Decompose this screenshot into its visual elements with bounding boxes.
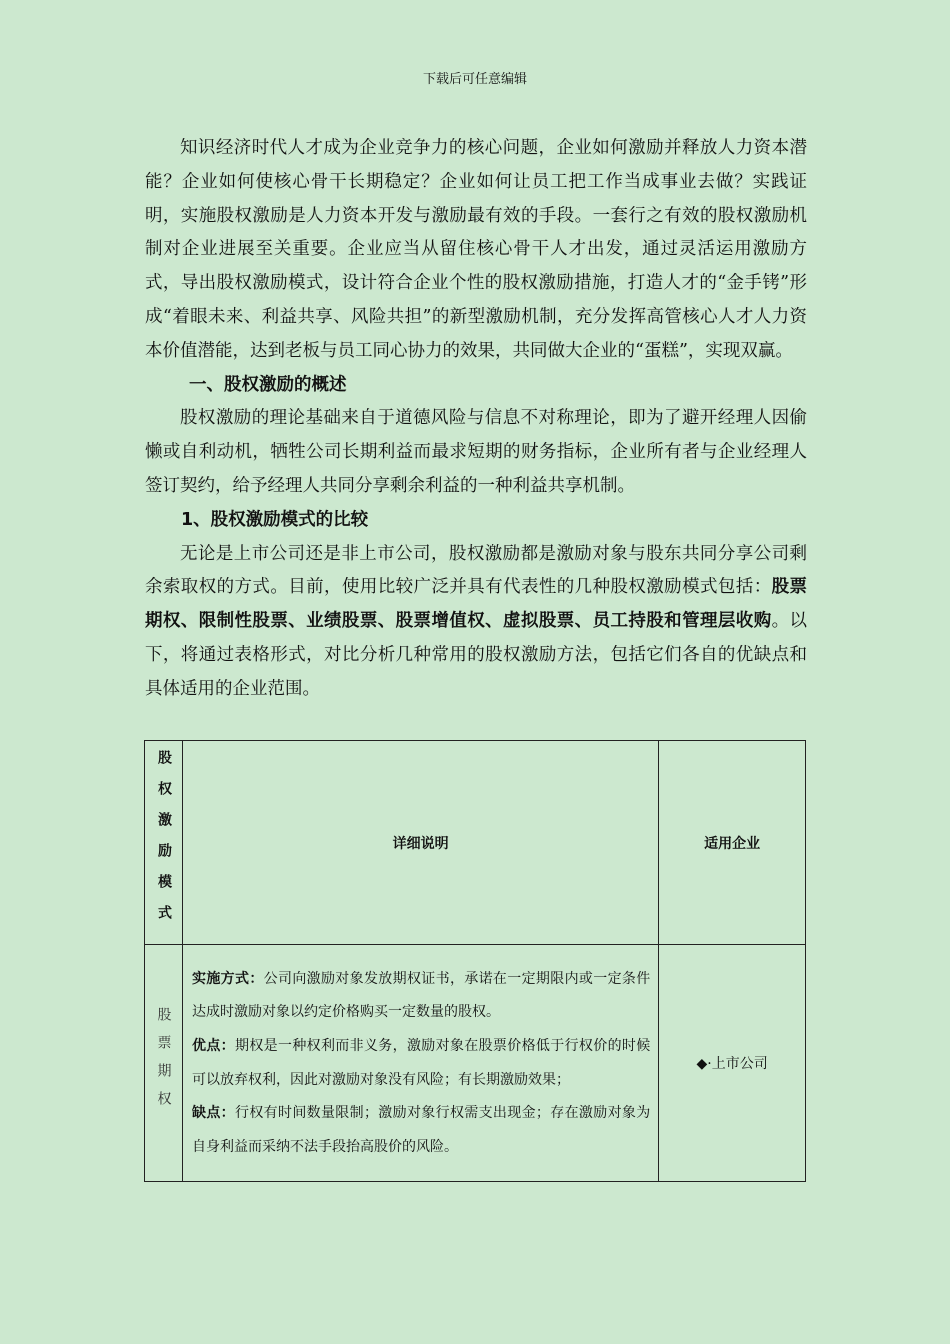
intro-paragraph: 知识经济时代人才成为企业竞争力的核心问题，企业如何激励并释放人力资本潜能？企业如何使核心骨干长期稳定？企业如何让员工把工作当成事业去做？实践证明，实施股权激励是人力资本开发与激励最有效的手段。一套行之有效的股权激励机制对企业进展至关重要。企业应当从留住核心骨干人才出发，通过灵活运用激励方式，导出股权激励模式，设计符合企业个性的股权激励措施，打造人才的“金手铐”形成“着眼未来、利益共享、风险共担”的新型激励机制，充分发挥高管核心人才人力资本价值潜能，达到老板与员工同心协力的效果，共同做大企业的“蛋糕”，实现双赢。 <box>145 138 807 361</box>
section-1-1-title: 1、股权激励模式的比较 <box>181 509 369 530</box>
con-text: 行权有时间数量限制；激励对象行权需支出现金；存在激励对象为自身利益而采纳不法手段抬高股价的风险。 <box>192 1105 651 1155</box>
pro-text: 期权是一种权利而非义务，激励对象在股票价格低于行权价的时候可以放弃权利，因此对激励对象没有风险；有长期激励效果； <box>192 1037 651 1088</box>
con-label: 缺点： <box>192 1105 235 1122</box>
section-1-paragraph: 股权激励的理论基础来自于道德风险与信息不对称理论，即为了避开经理人因偷懒或自利动机，牺牲公司长期利益而最求短期的财务指标，企业所有者与企业经理人签订契约，给予经理人共同分享剩余利益的一种利益共享机制。 <box>145 408 807 496</box>
section-1-1-paragraph <box>145 538 807 707</box>
page-header: 下载后可任意编辑 <box>422 72 527 87</box>
table-row <box>145 945 806 1182</box>
row-detail-cell <box>183 945 659 1182</box>
row-mode-cell: 股票期权 <box>145 945 183 1182</box>
header-detail: 详细说明 <box>183 741 659 945</box>
impl-label: 实施方式： <box>192 970 264 987</box>
section-1-1-text-b: 。以下，将通过表格形式，对比分析几种常用的股权激励方法，包括它们各自的优缺点和具体适用的企业范围。 <box>145 611 808 699</box>
comparison-table <box>144 740 806 1182</box>
pro-label: 优点： <box>192 1037 235 1054</box>
section-1-1-bold-modes: 股票期权、限制性股票、业绩股票、股票增值权、虚拟股票、员工持股和管理层收购 <box>145 577 808 632</box>
document-body <box>145 132 807 707</box>
table-header-row <box>145 741 806 945</box>
section-1-title: 一、股权激励的概述 <box>189 374 347 395</box>
impl-text: 公司向激励对象发放期权证书，承诺在一定期限内或一定条件达成时激励对象以约定价格购买一定数量的股权。 <box>192 970 651 1021</box>
header-mode: 股权激励模式 <box>145 741 183 945</box>
header-applies: 适用企业 <box>659 741 806 945</box>
section-1-1-text-a: 无论是上市公司还是非上市公司，股权激励都是激励对象与股东共同分享公司剩余索取权的方式。目前，使用比较广泛并具有代表性的几种股权激励模式包括： <box>145 543 807 598</box>
row-applies-cell: ◆·上市公司 <box>659 945 806 1182</box>
